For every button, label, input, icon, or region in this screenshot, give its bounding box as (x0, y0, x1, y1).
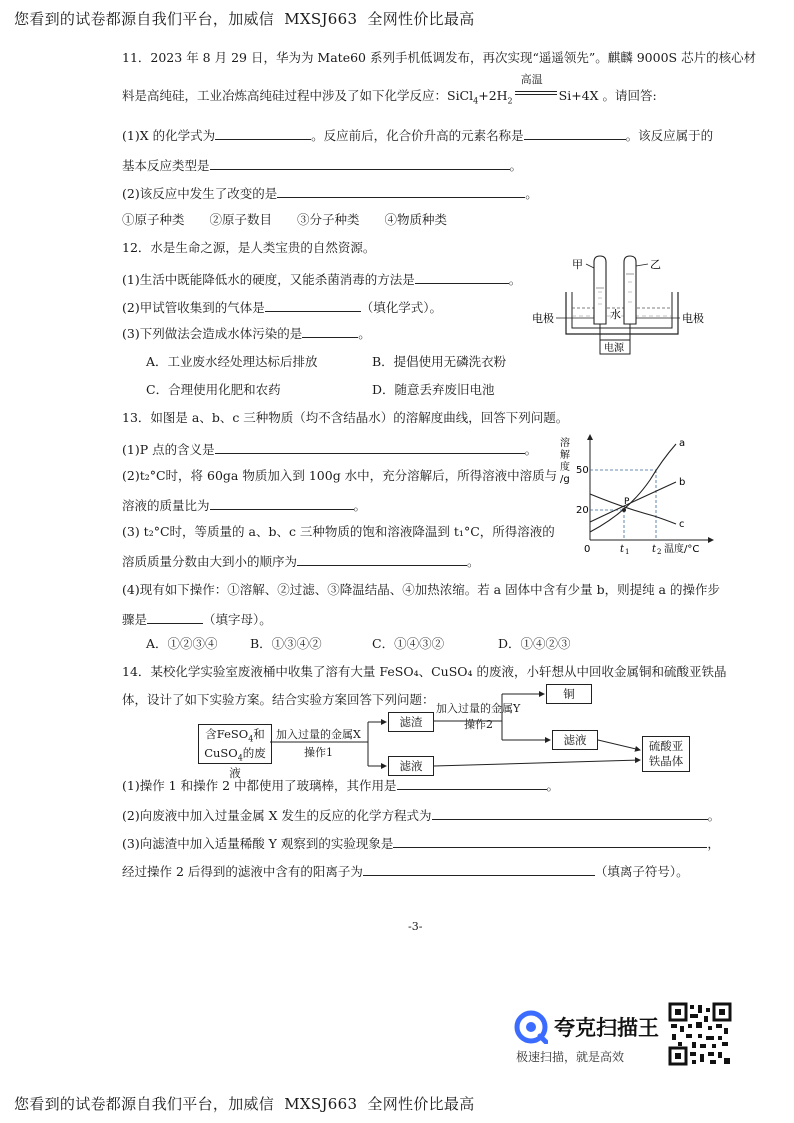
q12-option-d: D．随意丢弃废旧电池 (372, 382, 495, 397)
curve-label-a: a (679, 438, 686, 449)
q13-part4: (4)现有如下操作：①溶解、②过滤、③降温结晶、④加热浓缩。若 a 固体中含有少量 b，则提纯 a 的操作步 (122, 582, 720, 597)
flow-arrow-crystal-bottom (434, 760, 640, 766)
answer-blank[interactable] (215, 440, 525, 454)
sub-2: 2 (507, 96, 513, 106)
q13-part3: (3) t₂°C时，等质量的 a、b、c 三种物质的饱和溶液降温到 t₁°C，所得溶液的 (122, 524, 555, 539)
flow-crystal-line2: 铁晶体 (648, 754, 684, 768)
q14-p3-text-b: ， (707, 836, 720, 851)
q13-part2: (2)t₂°C时，将 60ga 物质加入到 100g 水中，充分溶解后，所得溶液中溶质与 (122, 468, 558, 483)
flow-step2-op: 操作2 (464, 718, 493, 731)
q13-p1-text-b: 。 (524, 442, 538, 457)
q13-part1 (122, 440, 537, 458)
q14-part1 (122, 776, 559, 794)
q11-line1: 11．2023 年 8 月 29 日，华为为 Mate60 系列手机低调发布，再次实现“遥遥领先”。麒麟 9000S 芯片的核心材 (122, 50, 757, 65)
q12-p1-text-a: (1)生活中既能降低水的硬度，又能杀菌消毒的方法是 (122, 272, 415, 287)
q13-option-a: A．①②③④ (146, 636, 218, 651)
answer-blank[interactable] (393, 834, 707, 848)
q13-part2-cont (122, 496, 366, 514)
flow-filtrate2-box: 滤液 (552, 730, 598, 750)
flow-step2-reagent: 加入过量的金属Y (436, 702, 521, 715)
x-axis-label: 温度/°C (664, 544, 700, 555)
flow-copper-box: 铜 (546, 684, 592, 704)
equals-line-bottom (515, 94, 557, 95)
flow-start-line2-tail: 的废液 (229, 746, 266, 780)
q14-p4-text-a: 经过操作 2 后得到的滤液中含有的阳离子为 (122, 864, 363, 879)
sub-4: 4 (473, 96, 479, 106)
answer-blank[interactable] (210, 156, 510, 170)
yi-leader (636, 264, 648, 266)
q11-condition-arrow (513, 73, 559, 100)
q14-p3-text-a: (3)向滤渣中加入适量稀酸 Y 观察到的实验现象是 (122, 836, 394, 851)
q11-options: ①原子种类 ②原子数目 ③分子种类 ④物质种类 (122, 212, 448, 227)
q11-part2 (122, 184, 538, 202)
q13-part4-cont (122, 610, 272, 628)
flow-arrows (270, 684, 650, 784)
q14-p2-text-b: 。 (707, 808, 721, 823)
tube-jia (594, 256, 606, 324)
tick-t2: t (652, 544, 657, 555)
label-water: 水 (610, 308, 621, 321)
q12-option-a: A．工业废水经处理达标后排放 (146, 354, 318, 369)
electrolysis-apparatus-figure (528, 252, 718, 358)
scanner-brand: 夸克扫描王 (554, 1016, 659, 1040)
answer-blank[interactable] (397, 776, 547, 790)
q12-p3-text-a: (3)下列做法会造成水体污染的是 (122, 326, 303, 341)
q13-part3-cont (122, 552, 480, 570)
answer-blank[interactable] (210, 496, 354, 510)
curve-c (590, 494, 676, 524)
bottom-banner: 您看到的试卷都源自我们平台，加威信 MXSJ663 全网性价比最高 (14, 1095, 475, 1113)
top-banner: 您看到的试卷都源自我们平台，加威信 MXSJ663 全网性价比最高 (14, 10, 475, 28)
solubility-curve-figure (558, 432, 718, 556)
q12-p2-text-b: （填化学式）。 (360, 300, 442, 315)
q11-equation-h2: +2H (478, 88, 508, 103)
answer-blank[interactable] (265, 298, 361, 312)
tick-t1: t (620, 544, 625, 555)
q11-equation-prefix: 料是高纯硅，工业冶炼高纯硅过程中涉及了如下化学反应：SiCl (122, 88, 474, 103)
trough-inner (572, 292, 672, 328)
q13-p3-text-b: 溶质质量分数由大到小的顺序为 (122, 554, 298, 569)
q13-option-d: D．①④②③ (498, 636, 571, 651)
sub-4: 4 (237, 753, 243, 763)
answer-blank[interactable] (363, 862, 595, 876)
q11-part1-cont (122, 156, 522, 174)
jia-leader (586, 264, 594, 268)
curve-label-c: c (679, 519, 685, 530)
q12-option-b: B．提倡使用无磷洗衣粉 (372, 354, 507, 369)
answer-blank[interactable] (524, 126, 626, 140)
point-p-label: P (624, 497, 630, 507)
x-axis-arrow (708, 537, 714, 543)
q11-condition: 高温 (520, 73, 543, 86)
answer-blank[interactable] (147, 610, 203, 624)
qr-code (668, 1002, 732, 1066)
y-axis-arrow (587, 434, 593, 440)
q11-equation-line (122, 73, 657, 110)
q12-part2 (122, 298, 442, 316)
q13-option-c: C．①④③② (372, 636, 445, 651)
q11-equation-product: Si+4X (558, 88, 599, 103)
flow-filtrate-box: 滤液 (388, 756, 434, 776)
q14-p4-text-b: （填离子符号）。 (594, 864, 689, 879)
answer-blank[interactable] (302, 324, 358, 338)
q12-part1 (122, 270, 521, 288)
ylabel-char-1: 溶 (560, 438, 570, 449)
q13-p4-text-c: （填字母）。 (203, 612, 272, 627)
answer-blank[interactable] (432, 806, 708, 820)
label-yi: 乙 (650, 258, 661, 271)
q11-p1-text-a: (1)X 的化学式为 (122, 128, 216, 143)
q11-equation-tail: 。请回答: (602, 88, 657, 103)
scanner-slogan: 极速扫描，就是高效 (516, 1050, 625, 1064)
q12-part3 (122, 324, 371, 342)
answer-blank[interactable] (277, 184, 525, 198)
curve-label-b: b (679, 477, 686, 488)
flow-start-line1-tail: 和 (253, 727, 265, 741)
page-number: -3- (408, 920, 423, 933)
flow-step1-reagent: 加入过量的金属X (276, 728, 361, 741)
q11-p1-text-b: 。反应前后，化合价升高的元素名称是 (311, 128, 524, 143)
q14-part2 (122, 806, 720, 824)
q14-part4 (122, 862, 689, 880)
tick-20: 20 (576, 505, 589, 516)
q13-p2-text-b: 溶液的质量比为 (122, 498, 210, 513)
q13-p1-text-a: (1)P 点的含义是 (122, 442, 215, 457)
q14-line2: 体，设计了如下实验方案。结合实验方案回答下列问题： (122, 692, 435, 707)
q12-p3-text-b: 。 (358, 326, 371, 341)
flow-start-line1: 含FeSO (205, 727, 249, 741)
q13-p2-text-c: 。 (353, 498, 367, 513)
q12-title: 12．水是生命之源，是人类宝贵的自然资源。 (122, 240, 376, 255)
curve-b (590, 482, 676, 522)
origin-label: 0 (584, 544, 591, 555)
q11-p2-text-b: 。 (525, 186, 538, 201)
q12-option-c: C．合理使用化肥和农药 (146, 382, 281, 397)
ylabel-char-2: 解 (560, 450, 570, 461)
tick-50: 50 (576, 465, 589, 476)
flow-crystal-line1: 硫酸亚 (648, 739, 684, 753)
label-power: 电源 (604, 343, 624, 354)
scanner-logo-icon (514, 1010, 548, 1044)
label-left-electrode: 电极 (532, 312, 554, 325)
q11-p1-text-c: 。该反应属于的 (625, 128, 714, 143)
tick-t1-sub: 1 (625, 548, 630, 556)
flow-arrow-crystal-top (598, 740, 640, 750)
point-p (622, 508, 626, 512)
answer-blank[interactable] (215, 126, 311, 140)
q11-p1-text-d: 基本反应类型是 (122, 158, 210, 173)
q14-p2-text-a: (2)向废液中加入过量金属 X 发生的反应的化学方程式为 (122, 808, 432, 823)
flow-start-waste-liquid (198, 724, 272, 780)
q11-p1-text-e: 。 (509, 158, 523, 173)
scanner-watermark (514, 1008, 664, 1066)
qr-code-graphic (668, 1002, 732, 1066)
q14-p1-text-b: 。 (546, 778, 560, 793)
ylabel-char-3: 度 (560, 462, 570, 473)
flow-start-line2: CuSO (204, 746, 238, 761)
answer-blank[interactable] (415, 270, 509, 284)
tube-yi (624, 256, 636, 324)
q14-p1-text-a: (1)操作 1 和操作 2 中都使用了玻璃棒，其作用是 (122, 778, 397, 793)
sub-4: 4 (248, 734, 254, 744)
flow-residue-box: 滤渣 (388, 712, 434, 732)
q13-p4-text-b: 骤是 (122, 612, 148, 627)
q14-line1: 14．某校化学实验室废液桶中收集了溶有大量 FeSO₄、CuSO₄ 的废液，小轩想从中回收金属铜和硫酸亚铁晶 (122, 664, 727, 679)
q12-p2-text-a: (2)甲试管收集到的气体是 (122, 300, 265, 315)
q13-p3-text-c: 。 (467, 554, 480, 569)
tick-t2-sub: 2 (657, 548, 662, 556)
label-jia: 甲 (572, 258, 583, 271)
q14-part3 (122, 834, 720, 852)
flow-step1-op: 操作1 (304, 746, 333, 759)
q11-p2-text-a: (2)该反应中发生了改变的是 (122, 186, 278, 201)
q11-part1 (122, 126, 713, 144)
ylabel-char-4: /g (560, 474, 570, 485)
q13-option-b: B．①③④② (250, 636, 322, 651)
label-right-electrode: 电极 (682, 312, 704, 325)
equals-line-top (515, 91, 557, 92)
q12-p1-text-b: 。 (508, 272, 522, 287)
answer-blank[interactable] (297, 552, 467, 566)
q13-title: 13．如图是 a、b、c 三种物质（均不含结晶水）的溶解度曲线，回答下列问题。 (122, 410, 569, 425)
